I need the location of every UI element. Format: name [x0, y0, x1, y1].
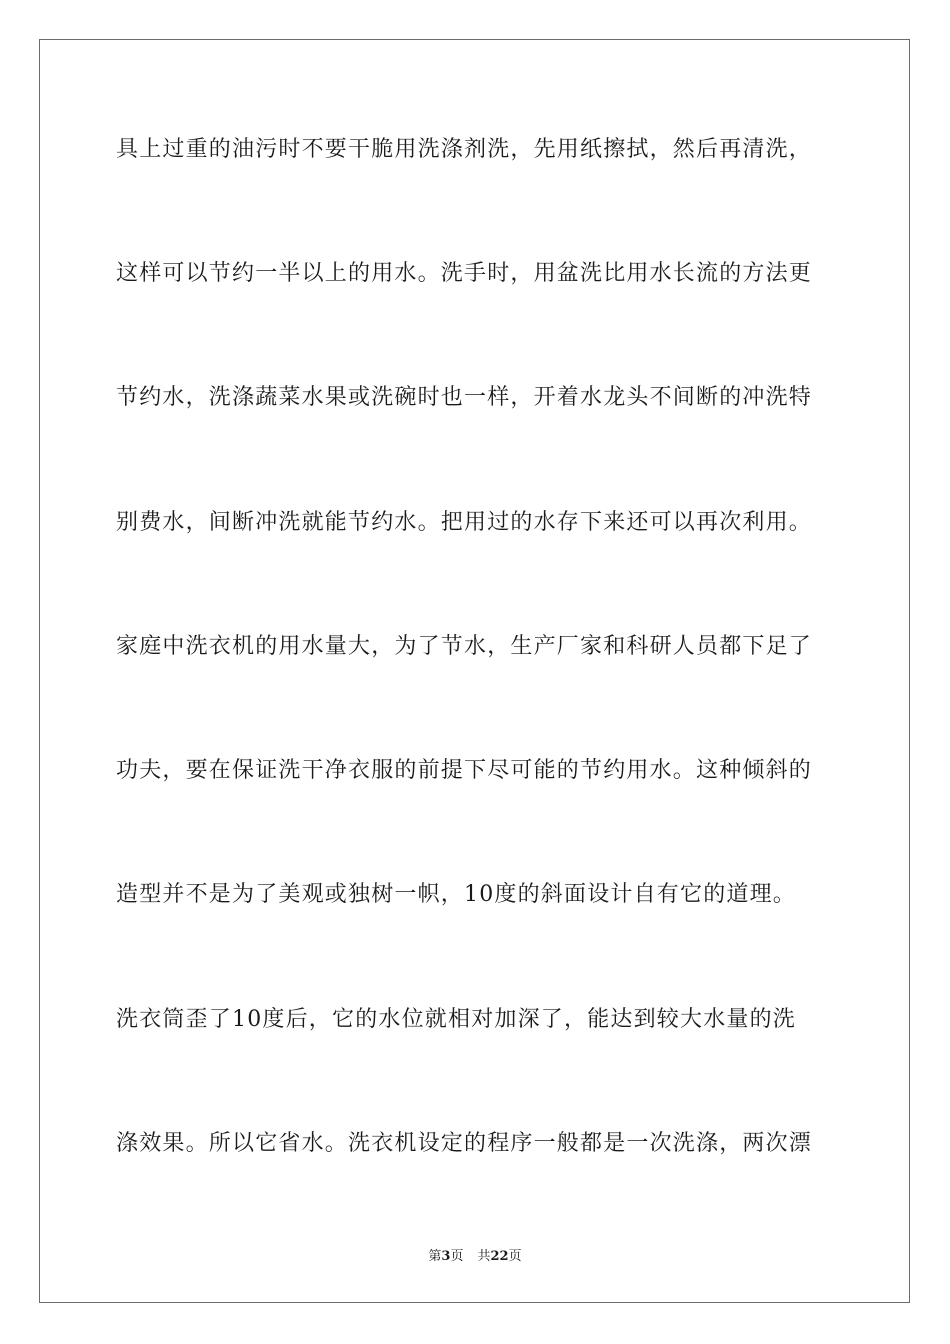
body-text-line-9: 涤效果。所以它省水。洗衣机设定的程序一般都是一次洗涤，两次漂: [116, 1131, 813, 1156]
body-text-line-6: 功夫，要在保证洗干净衣服的前提下尽可能的节约用水。这种倾斜的: [116, 758, 813, 783]
page-footer: [0, 1245, 950, 1264]
page-border: [39, 39, 910, 1303]
total-pages-number: 22: [490, 1249, 509, 1264]
body-text-line-1: 具上过重的油污时不要干脆用洗涤剂洗，先用纸擦拭，然后再清洗，: [116, 137, 813, 162]
total-prefix: 共: [477, 1249, 491, 1264]
body-text-line-4: 别费水，间断冲洗就能节约水。把用过的水存下来还可以再次利用。: [116, 510, 813, 535]
body-text-line-5: 家庭中洗衣机的用水量大，为了节水，生产厂家和科研人员都下足了: [116, 634, 813, 659]
current-page-number: 3: [441, 1249, 451, 1264]
body-text-line-7: 造型并不是为了美观或独树一帜，10度的斜面设计自有它的道理。: [116, 882, 796, 907]
body-text-line-3: 节约水，洗涤蔬菜水果或洗碗时也一样，开着水龙头不间断的冲洗特: [116, 385, 813, 410]
body-text-line-2: 这样可以节约一半以上的用水。洗手时，用盆洗比用水长流的方法更: [116, 261, 813, 286]
page-suffix: 页: [450, 1249, 464, 1264]
total-suffix: 页: [508, 1249, 522, 1264]
body-text-line-8: 洗衣筒歪了10度后，它的水位就相对加深了，能达到较大水量的洗: [116, 1007, 796, 1032]
page-prefix: 第: [428, 1249, 442, 1264]
